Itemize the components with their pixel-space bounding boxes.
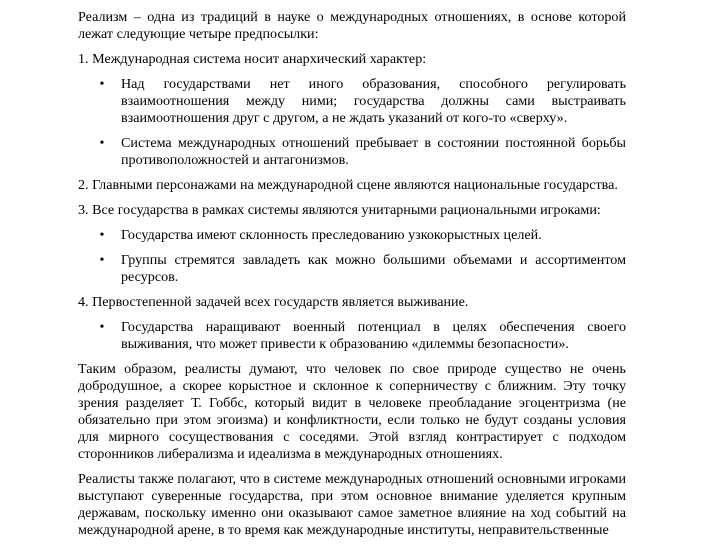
document-page — [78, 9, 626, 547]
bullet-icon: • — [99, 76, 105, 92]
section-4-bullets — [78, 319, 626, 353]
bullet-text: Государства наращивают военный потенциал в целях обеспечения своего выживания, что может привести к образованию «дилеммы безопасности». — [121, 319, 626, 352]
section-3-title: 3. Все государства в рамках системы являются унитарными рациональными игроками: — [78, 202, 601, 218]
section-4-bullet-1 — [78, 319, 626, 353]
bullet-text: Группы стремятся завладеть как можно большими объемами и ассортиментом ресурсов. — [121, 252, 626, 285]
section-3-bullets — [78, 227, 626, 286]
bullet-icon: • — [99, 227, 105, 243]
section-1-bullet-2 — [78, 135, 626, 169]
section-3-bullet-2 — [78, 252, 626, 286]
body-paragraph-1: Таким образом, реалисты думают, что человек по свое природе существо не очень добродушное, а скорее корыстное и склонное к соперничеству с ближним. Эту точку зрения разделяет Т. Гоббс, который видит в человеке преобладание эгоцентризма (не обязательно при этом эгоизма) и конфликтности, если только не будут созданы условия для мирного сосуществования с соседями. Этой взгляд контрастирует с подходом сторонников либерализма и идеализма в международных отношениях. — [78, 361, 626, 462]
bullet-icon: • — [99, 319, 105, 335]
bullet-text: Государства имеют склонность преследованию узкокорыстных целей. — [121, 227, 542, 243]
bullet-icon: • — [99, 252, 105, 268]
section-1-title: 1. Международная система носит анархический характер: — [78, 51, 427, 67]
section-2-title: 2. Главными персонажами на международной сцене являются национальные государства. — [78, 177, 618, 193]
section-3-bullet-1 — [78, 227, 626, 244]
body-paragraph-2: Реалисты также полагают, что в системе международных отношений основными игроками выступают суверенные государства, при этом основное внимание уделяется крупным державам, поскольку именно они оказывают самое заметное влияние на ход событий на международной арене, в то время как международные институты, неправительственные — [78, 471, 626, 538]
bullet-text: Над государствами нет иного образования, способного регулировать взаимоотношения между ними; государства должны сами выстраивать взаимоотношения друг с другом, а не ждать указаний от кого-то «сверху». — [121, 76, 626, 126]
section-4-title: 4. Первостепенной задачей всех государств является выживание. — [78, 294, 469, 310]
section-1-bullets — [78, 76, 626, 169]
bullet-text: Система международных отношений пребывает в состоянии постоянной борьбы противоположностей и антагонизмов. — [121, 135, 626, 168]
bullet-icon: • — [99, 135, 105, 151]
section-1-bullet-1 — [78, 76, 626, 127]
intro-paragraph: Реализм – одна из традиций в науке о международных отношениях, в основе которой лежат следующие четыре предпосылки: — [78, 9, 626, 42]
